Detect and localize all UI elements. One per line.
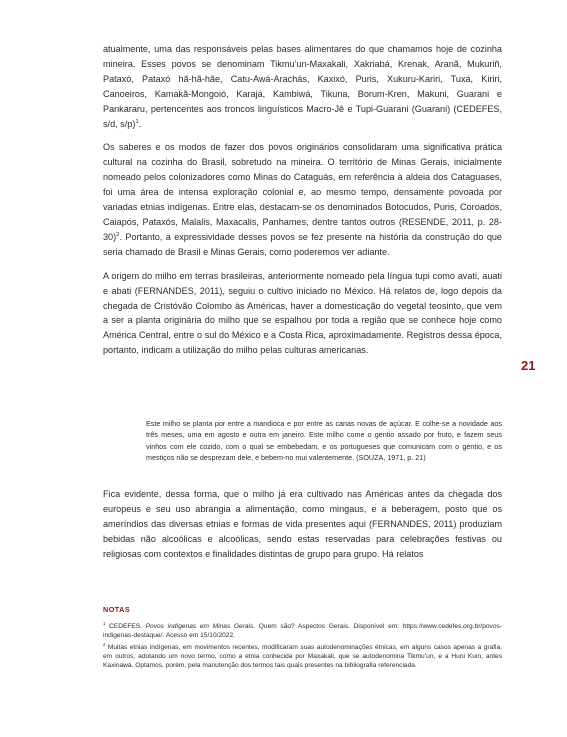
note-2-text: Muitas etnias indígenas, em movimentos recentes, modificaram suas autodenominações étnicas, em alguns casos apenas a grafia, em outros, adotando um novo termo, como a etnia conhecida por Maxakali, que se autodenomina Tikmu’un, e a Huni Kuin, antes Kaxinawá. Optamos, porém, pela manutenção dos termos tais quais presentes na bibliografia referenciada. [103, 643, 502, 669]
main-text-bottom [103, 487, 502, 571]
block-quote: Este milho se planta por entre a mandioca e por entre as canas novas de açúcar. E colhe-se a novidade aos três meses, uma em agosto e outra em janeiro. Este milho come o gentio assado por fruto, e fazem seus vinhos com ele cozido, com o qual se embebedam, e os portugueses que comunicam com o gentio, e os mestiços não se desprezam dele, e bebem-no mui valentemente. (SOUZA, 1971, p. 21) [146, 419, 502, 462]
paragraph-3-text: A origem do milho em terras brasileiras, anteriormente nomeado pela língua tupi como avati, auati e abati (FERNANDES, 2011), seguiu o cultivo iniciado no México. Há relatos de, logo depois da chegada de Cristóvão Colombo às Américas, haver a domesticação do vegetal teosinto, que vem a ser a planta originária do milho que se espalhou por toda a região que se conhece hoje como América Central, entre o sul do México e a Costa Rica, aproximadamente. Registros dessa época, portanto, indicam a utilização do milho pelas culturas americanas. [103, 270, 502, 356]
main-text-top [103, 42, 502, 367]
note-1-number: 1 [103, 620, 106, 626]
paragraph-1-after: . [138, 118, 142, 129]
paragraph-2-after: . Portanto, a expressividade desses povos se fez presente na história da construção do que seria chamado de Brasil e Minas Gerais, como poderemos ver adiante. [103, 231, 502, 257]
footnote-ref-1[interactable]: 1 [135, 118, 139, 125]
paragraph-3 [103, 269, 502, 358]
paragraph-2 [103, 140, 502, 259]
note-1 [103, 620, 503, 641]
note-2-number: 2 [103, 641, 106, 647]
note-1-pre: CEDEFES. [105, 622, 146, 630]
note-2 [103, 641, 502, 671]
paragraph-1-text: atualmente, uma das responsáveis pelas bases alimentares do que chamamos hoje de cozinha mineira. Esses povos se denominam Tikmu’un-Maxakali, Xakriabá, Krenak, Aranã, Mukuriñ, Pataxó, Pataxó hã-hã-hãe, Catu-Awá-Arachás, Kaxixó, Puris, Xukuru-Kariri, Tuxá, Kiriri, Canoeiros, Kamakã-Mongoió, Karajá, Kambiwá, Tikuna, Borum-Kren, Makuni, Guarani e Pankararu, pertencentes aos troncos linguísticos Macro-Jê e Tupi-Guarani (Guarani) (CEDEFES, s/d, s/p) [103, 44, 502, 129]
notes-section [103, 606, 502, 673]
notes-title: NOTAS [103, 605, 131, 614]
paragraph-2-text: Os saberes e os modos de fazer dos povos originários consolidaram uma significativa prática cultural na cozinha do Brasil, sobretudo na mineira. O território de Minas Gerais, inicialmente nomeado pelos colonizadores como Minas do Cataguás, em referência à aldeia dos Cataguases, foi uma área de intensa exploração colonial e, ao mesmo tempo, densamente povoada por variadas etnias indígenas. Entre elas, destacam-se os denominados Botocudos, Puris, Coroados, Caiapós, Pataxós, Malalis, Maxacalis, Panhames, dentre tantos outros (RESENDE, 2011, p. 28-30) [103, 142, 502, 242]
paragraph-4: Fica evidente, dessa forma, que o milho já era cultivado nas Américas antes da chegada dos europeus e seu uso abrangia a alimentação, como mingaus, e a beberagem, posto que os ameríndios das diversas etnias e formas de vida presentes aqui (FERNANDES, 2011) produziam bebidas não alcoólicas e alcoólicas, sendo estas reservadas para celebrações festivas ou religiosas com contextos e finalidades distintas de grupo para grupo. Há relatos [103, 489, 502, 559]
footnote-ref-2[interactable]: 2 [116, 231, 120, 238]
paragraph-1 [103, 42, 502, 131]
note-1-post: . Quem são? Aspectos Gerais. Disponível em: https://www.cedefes.org.br/povos-indigenas-destaque/. Acesso em 15/10/2022. [103, 622, 503, 639]
page-number: 21 [521, 358, 536, 373]
note-1-italic: Povos indígenas em Minas Gerais [145, 622, 254, 630]
